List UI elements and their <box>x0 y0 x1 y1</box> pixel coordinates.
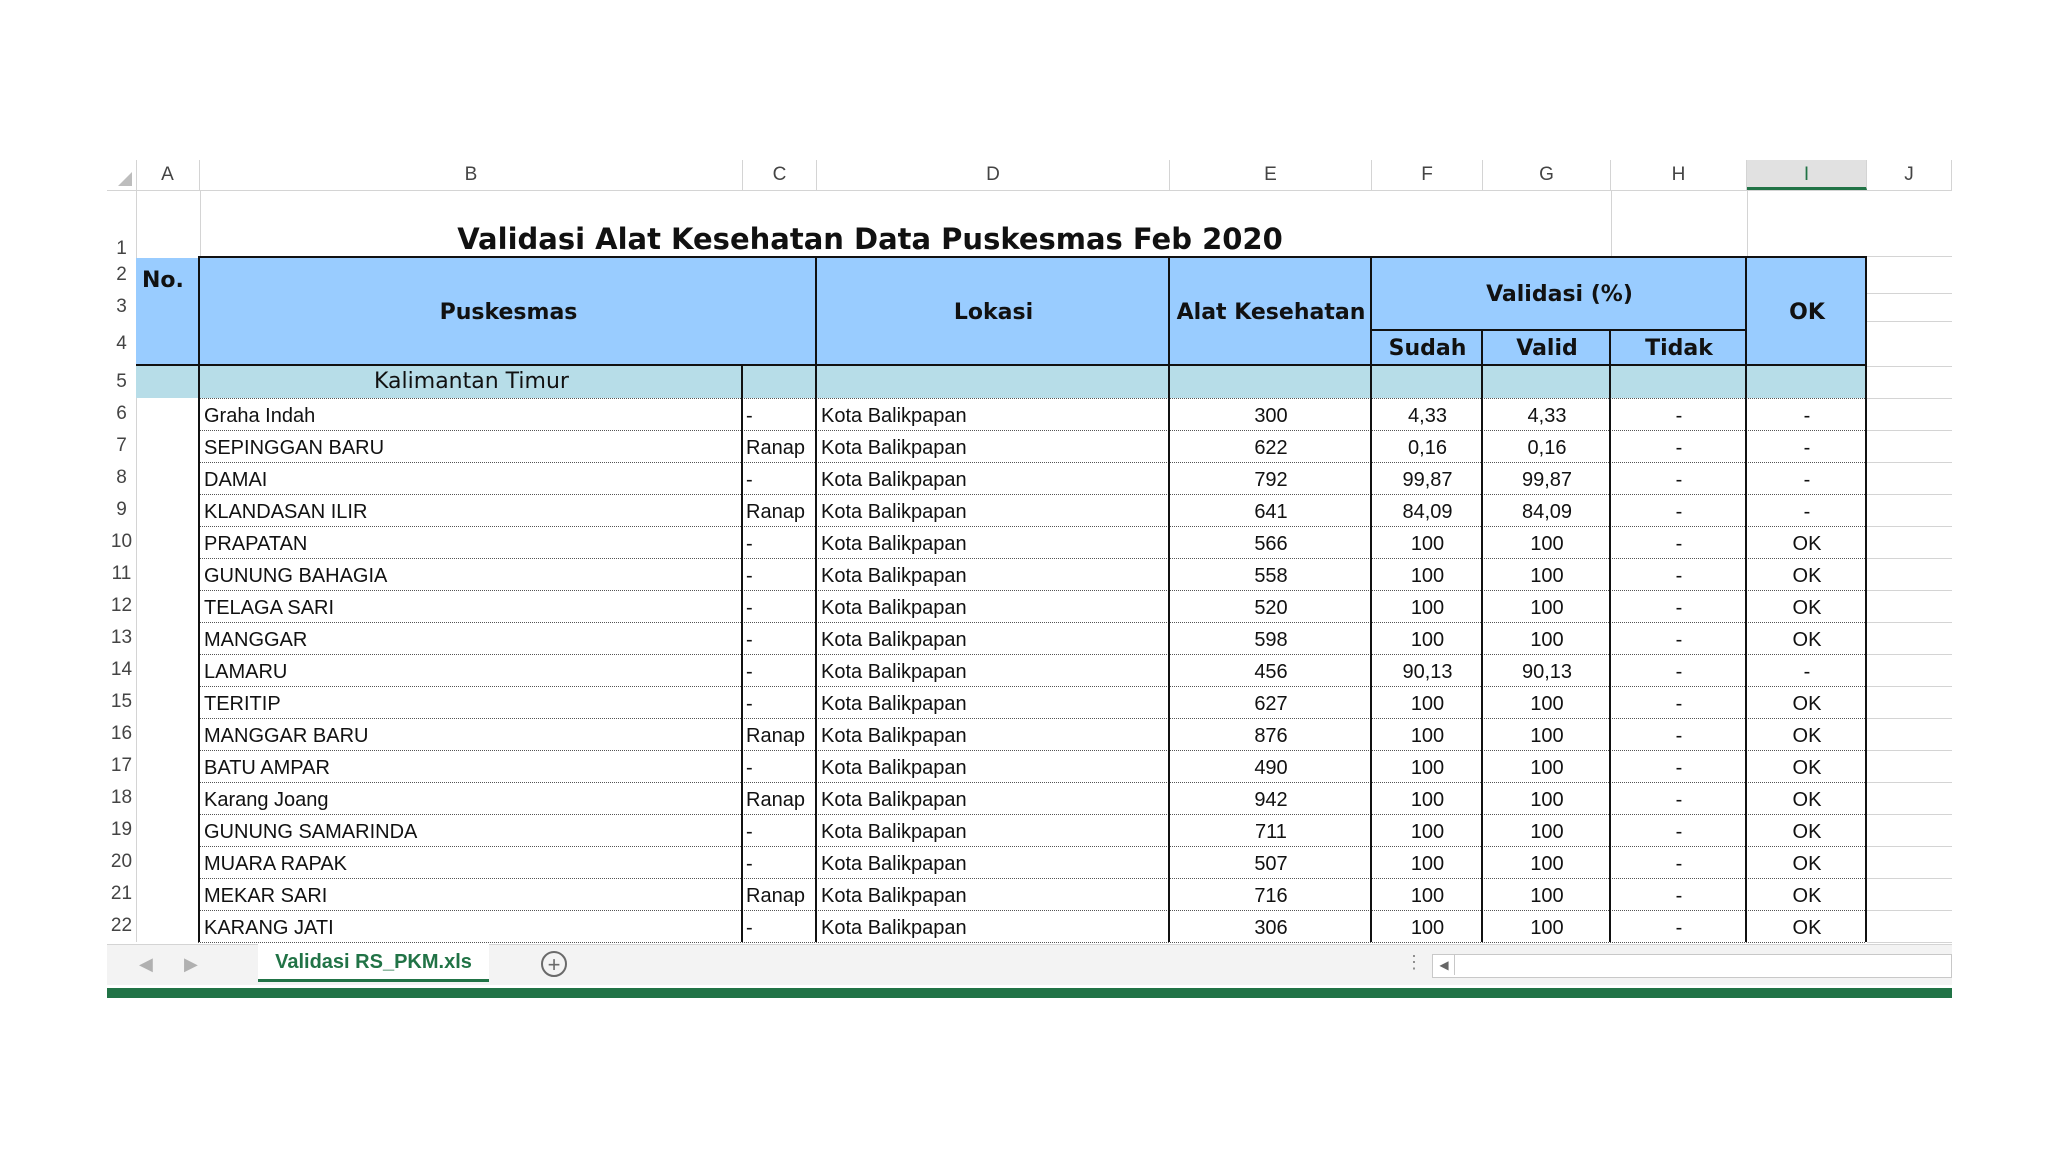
cell-tidak[interactable]: - <box>1675 885 1683 907</box>
cell-type[interactable]: Ranap <box>746 789 805 811</box>
cell-lokasi[interactable]: Kota Balikpapan <box>821 757 967 779</box>
cell-type[interactable]: - <box>746 661 753 683</box>
table-border <box>1609 331 1611 942</box>
cell-lokasi[interactable]: Kota Balikpapan <box>821 469 967 491</box>
cell-sudah[interactable]: 100 <box>1410 789 1445 811</box>
cell-ok[interactable]: - <box>1803 405 1811 427</box>
cell-tidak[interactable]: - <box>1675 565 1683 587</box>
row-header-11[interactable]: 11 <box>111 563 132 584</box>
column-header-a[interactable]: A <box>136 160 200 190</box>
table-border <box>136 364 1867 366</box>
cell-sudah[interactable]: 100 <box>1410 853 1445 875</box>
cell-type[interactable]: Ranap <box>746 437 805 459</box>
cell-tidak[interactable]: - <box>1675 661 1683 683</box>
column-header-i[interactable]: I <box>1747 160 1867 190</box>
grid-line <box>1867 462 1952 463</box>
cell-ok[interactable]: OK <box>1792 821 1822 843</box>
cell-ok[interactable]: - <box>1803 501 1811 523</box>
column-header-g[interactable]: G <box>1483 160 1611 190</box>
grid-line <box>1867 321 1952 322</box>
row-divider <box>198 398 1865 399</box>
grid-line-vertical <box>1611 190 1612 258</box>
cell-alat-kesehatan[interactable]: 306 <box>1254 917 1288 939</box>
row-header-12[interactable]: 12 <box>110 595 133 616</box>
cell-type[interactable]: - <box>746 597 753 619</box>
cell-lokasi[interactable]: Kota Balikpapan <box>821 437 967 459</box>
table-border <box>198 258 200 942</box>
cell-sudah[interactable]: 100 <box>1410 917 1445 939</box>
cell-alat-kesehatan[interactable]: 622 <box>1254 437 1288 459</box>
cell-type[interactable]: - <box>746 693 753 715</box>
cell-lokasi[interactable]: Kota Balikpapan <box>821 885 967 907</box>
cell-alat-kesehatan[interactable]: 490 <box>1254 757 1288 779</box>
cell-tidak[interactable]: - <box>1675 821 1683 843</box>
cell-sudah[interactable]: 100 <box>1410 757 1445 779</box>
cell-alat-kesehatan[interactable]: 566 <box>1254 533 1288 555</box>
cell-ok[interactable]: OK <box>1792 533 1822 555</box>
cell-puskesmas[interactable]: LAMARU <box>204 661 288 683</box>
grid-line <box>1867 366 1952 367</box>
row-header-3[interactable]: 3 <box>116 296 127 317</box>
cell-alat-kesehatan[interactable]: 627 <box>1254 693 1288 715</box>
column-header-divider <box>107 190 1952 191</box>
grid-line <box>1867 782 1952 783</box>
cell-type[interactable]: - <box>746 405 753 427</box>
cell-ok[interactable]: OK <box>1792 853 1822 875</box>
grid-line <box>1867 814 1952 815</box>
grid-line-vertical <box>200 190 201 258</box>
cell-type[interactable]: - <box>746 629 753 651</box>
cell-valid[interactable]: 99,87 <box>1521 469 1573 491</box>
cell-puskesmas[interactable]: PRAPATAN <box>204 533 308 555</box>
cell-puskesmas[interactable]: MANGGAR <box>204 629 308 651</box>
cell-valid[interactable]: 90,13 <box>1521 661 1573 683</box>
cell-ok[interactable]: OK <box>1792 565 1822 587</box>
cell-sudah[interactable]: 99,87 <box>1402 469 1453 491</box>
cell-valid[interactable]: 100 <box>1530 597 1564 619</box>
cell-puskesmas[interactable]: MUARA RAPAK <box>204 853 347 875</box>
grid-line <box>1867 590 1952 591</box>
row-divider <box>198 942 1865 943</box>
cell-alat-kesehatan[interactable]: 711 <box>1255 821 1287 843</box>
row-header-2[interactable]: 2 <box>116 264 127 285</box>
grid-line <box>1867 293 1952 294</box>
cell-ok[interactable]: OK <box>1792 629 1822 651</box>
row-header-8[interactable]: 8 <box>116 467 127 488</box>
cell-alat-kesehatan[interactable]: 300 <box>1254 405 1288 427</box>
cell-sudah[interactable]: 0,16 <box>1408 437 1447 459</box>
column-header-e[interactable]: E <box>1170 160 1372 190</box>
cell-lokasi[interactable]: Kota Balikpapan <box>821 501 967 523</box>
column-header-f[interactable]: F <box>1372 160 1483 190</box>
cell-puskesmas[interactable]: TERITIP <box>204 693 281 715</box>
cell-valid[interactable]: 100 <box>1530 917 1564 939</box>
cell-ok[interactable]: OK <box>1792 757 1822 779</box>
cell-lokasi[interactable]: Kota Balikpapan <box>821 821 967 843</box>
cell-valid[interactable]: 100 <box>1530 565 1564 587</box>
grid-line <box>1867 942 1952 943</box>
row-header-19[interactable]: 19 <box>110 819 133 840</box>
cell-ok[interactable]: - <box>1803 437 1811 459</box>
cell-sudah[interactable]: 100 <box>1410 885 1445 907</box>
cell-ok[interactable]: - <box>1803 661 1811 683</box>
cell-type[interactable]: - <box>746 533 753 555</box>
column-header-b[interactable]: B <box>200 160 743 190</box>
cell-tidak[interactable]: - <box>1675 629 1683 651</box>
cell-type[interactable]: Ranap <box>746 885 805 907</box>
header-valid[interactable]: Valid <box>1483 331 1611 366</box>
cell-puskesmas[interactable]: BATU AMPAR <box>204 757 330 779</box>
cell-sudah[interactable]: 100 <box>1410 533 1445 555</box>
row-header-6[interactable]: 6 <box>116 403 127 424</box>
prev-sheet-icon[interactable]: ◀ <box>139 954 153 974</box>
cell-puskesmas[interactable]: GUNUNG BAHAGIA <box>204 565 388 587</box>
cell-type[interactable]: - <box>746 757 753 779</box>
cell-ok[interactable]: OK <box>1792 917 1822 939</box>
column-header-c[interactable]: C <box>743 160 817 190</box>
row-header-21[interactable]: 21 <box>110 883 133 904</box>
table-border <box>1865 258 1867 942</box>
header-puskesmas[interactable]: Puskesmas <box>200 258 817 366</box>
cell-ok[interactable]: OK <box>1792 693 1822 715</box>
cell-puskesmas[interactable]: TELAGA SARI <box>204 597 335 619</box>
cell-type[interactable]: - <box>746 469 753 491</box>
row-header-13[interactable]: 13 <box>110 627 133 648</box>
sheet-title[interactable]: Validasi Alat Kesehatan Data Puskesmas Feb 2020 <box>457 222 1283 256</box>
column-header-h[interactable]: H <box>1611 160 1747 190</box>
cell-lokasi[interactable]: Kota Balikpapan <box>821 693 967 715</box>
row-header-20[interactable]: 20 <box>110 851 133 872</box>
grid-line <box>1867 878 1952 879</box>
grid-line <box>1867 846 1952 847</box>
header-ok[interactable]: OK <box>1747 258 1867 366</box>
cell-puskesmas[interactable]: GUNUNG SAMARINDA <box>204 821 418 843</box>
cell-tidak[interactable]: - <box>1675 789 1683 811</box>
cell-puskesmas[interactable]: Karang Joang <box>204 789 329 811</box>
cell-tidak[interactable]: - <box>1675 533 1683 555</box>
cell-type[interactable]: - <box>746 821 753 843</box>
cell-puskesmas[interactable]: SEPINGGAN BARU <box>204 437 385 459</box>
row-header-5[interactable]: 5 <box>116 371 127 392</box>
cell-lokasi[interactable]: Kota Balikpapan <box>821 853 967 875</box>
row-header-17[interactable]: 17 <box>110 755 133 776</box>
cell-type[interactable]: Ranap <box>746 725 805 747</box>
grid-line <box>1867 910 1952 911</box>
grid-line <box>1867 750 1952 751</box>
cell-alat-kesehatan[interactable]: 558 <box>1254 565 1288 587</box>
row-header-7[interactable]: 7 <box>116 435 127 456</box>
row-header-4[interactable]: 4 <box>116 333 127 354</box>
cell-alat-kesehatan[interactable]: 942 <box>1254 789 1288 811</box>
cell-valid[interactable]: 100 <box>1530 821 1564 843</box>
table-border <box>1372 329 1747 331</box>
grid-line <box>1867 430 1952 431</box>
region-label[interactable]: Kalimantan Timur <box>374 369 569 394</box>
cell-tidak[interactable]: - <box>1675 725 1683 747</box>
grid-line <box>1867 494 1952 495</box>
header-no[interactable]: No. <box>136 258 200 366</box>
grid-line <box>1867 686 1952 687</box>
cell-puskesmas[interactable]: MANGGAR BARU <box>204 725 369 747</box>
scroll-left-icon[interactable]: ◀ <box>1434 955 1455 975</box>
cell-sudah[interactable]: 100 <box>1410 629 1445 651</box>
next-sheet-icon[interactable]: ▶ <box>184 954 198 974</box>
grid-line <box>1867 256 1952 257</box>
cell-alat-kesehatan[interactable]: 641 <box>1254 501 1288 523</box>
row-header-10[interactable]: 10 <box>110 531 133 552</box>
status-bar <box>107 988 1952 998</box>
cell-tidak[interactable]: - <box>1675 405 1683 427</box>
cell-valid[interactable]: 100 <box>1530 853 1564 875</box>
table-border <box>1370 258 1372 942</box>
cell-sudah[interactable]: 100 <box>1410 565 1445 587</box>
cell-tidak[interactable]: - <box>1675 437 1683 459</box>
cell-lokasi[interactable]: Kota Balikpapan <box>821 629 967 651</box>
add-sheet-icon[interactable]: + <box>541 951 567 977</box>
cell-alat-kesehatan[interactable]: 520 <box>1254 597 1288 619</box>
grid-line <box>1867 718 1952 719</box>
cell-alat-kesehatan[interactable]: 716 <box>1254 885 1288 907</box>
table-border <box>741 366 743 942</box>
cell-tidak[interactable]: - <box>1675 917 1683 939</box>
row-header-1[interactable]: 1 <box>116 238 127 259</box>
cell-valid[interactable]: 100 <box>1530 725 1564 747</box>
table-border <box>815 258 817 942</box>
cell-type[interactable]: - <box>746 853 753 875</box>
cell-type[interactable]: - <box>746 917 753 939</box>
cell-tidak[interactable]: - <box>1675 501 1683 523</box>
cell-valid[interactable]: 84,09 <box>1521 501 1573 523</box>
cell-valid[interactable]: 100 <box>1530 789 1564 811</box>
table-border <box>198 256 1867 258</box>
grid-line-vertical <box>1747 190 1748 258</box>
row-header-15[interactable]: 15 <box>110 691 133 712</box>
header-sudah[interactable]: Sudah <box>1372 331 1483 366</box>
cell-ok[interactable]: OK <box>1792 885 1822 907</box>
grid-line <box>1867 558 1952 559</box>
cell-sudah[interactable]: 100 <box>1410 693 1445 715</box>
cell-puskesmas[interactable]: KARANG JATI <box>204 917 334 939</box>
cell-valid[interactable]: 100 <box>1530 693 1564 715</box>
cell-alat-kesehatan[interactable]: 507 <box>1254 853 1288 875</box>
cell-type[interactable]: Ranap <box>746 501 805 523</box>
grid-line <box>1867 526 1952 527</box>
table-border <box>1745 258 1747 942</box>
cell-puskesmas[interactable]: Graha Indah <box>204 405 316 427</box>
sheet-tab[interactable]: Validasi RS_PKM.xls <box>258 944 489 982</box>
cell-puskesmas[interactable]: KLANDASAN ILIR <box>204 501 368 523</box>
cell-puskesmas[interactable]: MEKAR SARI <box>204 885 328 907</box>
cell-lokasi[interactable]: Kota Balikpapan <box>821 917 967 939</box>
cell-tidak[interactable]: - <box>1675 597 1683 619</box>
table-border <box>1481 331 1483 942</box>
table-border <box>1168 258 1170 942</box>
cell-alat-kesehatan[interactable]: 456 <box>1254 661 1288 683</box>
cell-type[interactable]: - <box>746 565 753 587</box>
cell-lokasi[interactable]: Kota Balikpapan <box>821 725 967 747</box>
row-header-16[interactable]: 16 <box>110 723 133 744</box>
cell-tidak[interactable]: - <box>1675 853 1683 875</box>
cell-alat-kesehatan[interactable]: 792 <box>1254 469 1288 491</box>
cell-lokasi[interactable]: Kota Balikpapan <box>821 565 967 587</box>
header-validasi[interactable]: Validasi (%) <box>1372 258 1747 331</box>
cell-sudah[interactable]: 100 <box>1410 597 1445 619</box>
cell-valid[interactable]: 0,16 <box>1527 437 1567 459</box>
cell-lokasi[interactable]: Kota Balikpapan <box>821 405 967 427</box>
cell-ok[interactable]: - <box>1803 469 1811 491</box>
cell-valid[interactable]: 100 <box>1530 629 1564 651</box>
grid-line <box>1867 622 1952 623</box>
cell-ok[interactable]: OK <box>1792 789 1822 811</box>
cell-tidak[interactable]: - <box>1675 757 1683 779</box>
cell-sudah[interactable]: 90,13 <box>1402 661 1453 683</box>
cell-tidak[interactable]: - <box>1675 693 1683 715</box>
row-header-9[interactable]: 9 <box>116 499 127 520</box>
column-header-d[interactable]: D <box>817 160 1170 190</box>
row-header-22[interactable]: 22 <box>110 915 133 936</box>
grid-line <box>1867 654 1952 655</box>
select-all-corner[interactable] <box>107 160 137 190</box>
cell-alat-kesehatan[interactable]: 876 <box>1254 725 1288 747</box>
cell-lokasi[interactable]: Kota Balikpapan <box>821 597 967 619</box>
row-header-18[interactable]: 18 <box>110 787 133 808</box>
cell-puskesmas[interactable]: DAMAI <box>204 469 268 491</box>
cell-valid[interactable]: 4,33 <box>1527 405 1567 427</box>
header-alat-kesehatan[interactable]: Alat Kesehatan <box>1170 258 1372 366</box>
cell-lokasi[interactable]: Kota Balikpapan <box>821 789 967 811</box>
cell-sudah[interactable]: 84,09 <box>1402 501 1453 523</box>
cell-valid[interactable]: 100 <box>1530 533 1564 555</box>
horizontal-scrollbar[interactable] <box>1432 954 1952 978</box>
cell-valid[interactable]: 100 <box>1530 757 1564 779</box>
cell-sudah[interactable]: 4,33 <box>1408 405 1447 427</box>
tab-split-handle-icon[interactable]: ⋮ <box>1405 952 1423 972</box>
cell-lokasi[interactable]: Kota Balikpapan <box>821 661 967 683</box>
cell-sudah[interactable]: 100 <box>1410 725 1445 747</box>
cell-sudah[interactable]: 100 <box>1410 821 1445 843</box>
header-lokasi[interactable]: Lokasi <box>817 258 1170 366</box>
cell-alat-kesehatan[interactable]: 598 <box>1254 629 1288 651</box>
cell-tidak[interactable]: - <box>1675 469 1683 491</box>
cell-lokasi[interactable]: Kota Balikpapan <box>821 533 967 555</box>
row-header-14[interactable]: 14 <box>110 659 133 680</box>
cell-ok[interactable]: OK <box>1792 597 1822 619</box>
column-header-j[interactable]: J <box>1867 160 1952 190</box>
header-tidak[interactable]: Tidak <box>1611 331 1747 366</box>
cell-ok[interactable]: OK <box>1792 725 1822 747</box>
cell-valid[interactable]: 100 <box>1530 885 1564 907</box>
grid-line <box>1867 398 1952 399</box>
